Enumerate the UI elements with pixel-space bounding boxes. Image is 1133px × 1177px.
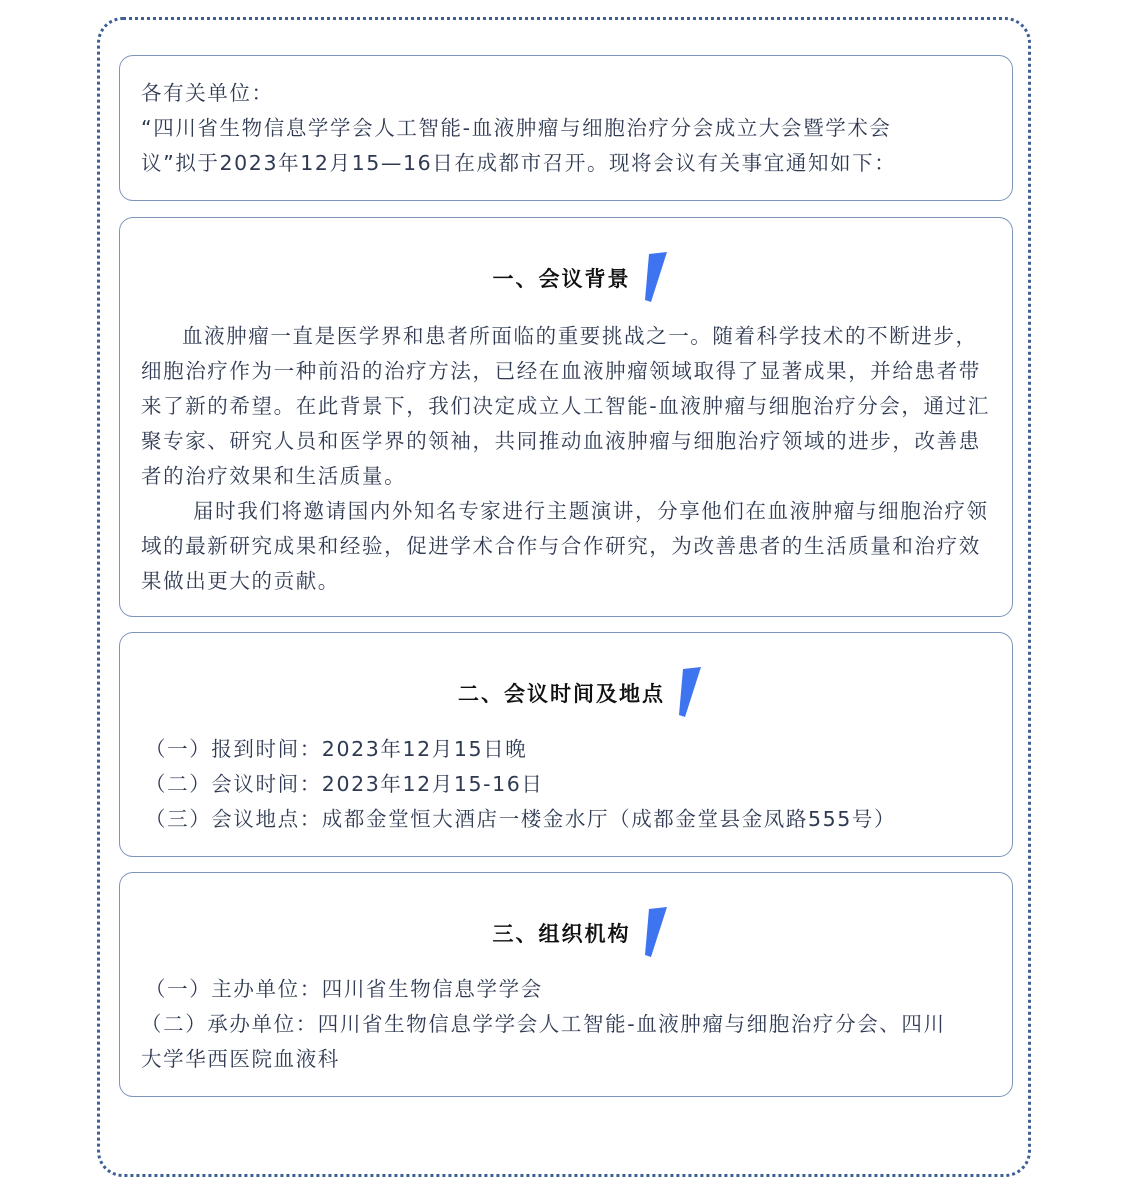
blue-flag-icon bbox=[645, 907, 669, 959]
organization-card bbox=[119, 872, 1013, 1097]
blue-flag-icon bbox=[679, 667, 703, 719]
section2-heading bbox=[120, 667, 1012, 727]
section2-list bbox=[145, 732, 1002, 837]
list-item-meeting-location: （三）会议地点：成都金堂恒大酒店一楼金水厅（成都金堂县金凤路555号） bbox=[145, 807, 897, 831]
intro-line-2: “四川省生物信息学学会人工智能-血液肿瘤与细胞治疗分会成立大会暨学术会 bbox=[141, 116, 892, 140]
section1-paragraph-2: 届时我们将邀请国内外知名专家进行主题演讲，分享他们在血液肿瘤与细胞治疗领域的最新研究成果和经验，促进学术合作与合作研究，为改善患者的生活质量和治疗效果做出更大的贡献。 bbox=[141, 499, 989, 593]
section3-list bbox=[141, 972, 962, 1077]
section1-paragraph-1: 血液肿瘤一直是医学界和患者所面临的重要挑战之一。随着科学技术的不断进步，细胞治疗作为一种前沿的治疗方法，已经在血液肿瘤领域取得了显著成果，并给患者带来了新的希望。在此背景下，我们决定成立人工智能-血液肿瘤与细胞治疗分会，通过汇聚专家、研究人员和医学界的领袖，共同推动血液肿瘤与细胞治疗领域的进步，改善患者的治疗效果和生活质量。 bbox=[141, 324, 990, 488]
list-item-host: （一）主办单位：四川省生物信息学学会 bbox=[145, 977, 543, 1001]
intro-card bbox=[119, 55, 1013, 201]
list-item-organizer: （二）承办单位：四川省生物信息学学会人工智能-血液肿瘤与细胞治疗分会、四川大学华西医院血液科 bbox=[141, 1012, 946, 1071]
blue-flag-icon bbox=[645, 252, 669, 304]
section3-heading bbox=[120, 907, 1012, 967]
section3-title: 三、组织机构 bbox=[492, 922, 631, 946]
list-item-meeting-time: （二）会议时间：2023年12月15-16日 bbox=[145, 772, 544, 796]
intro-line-3: 议”拟于2023年12月15—16日在成都市召开。现将会议有关事宜通知如下： bbox=[141, 151, 897, 175]
intro-line-salutation: 各有关单位： bbox=[141, 81, 274, 105]
section1-title: 一、会议背景 bbox=[492, 267, 631, 291]
list-item-checkin-time: （一）报到时间：2023年12月15日晚 bbox=[145, 737, 528, 761]
section1-heading bbox=[120, 252, 1012, 312]
background-card bbox=[119, 217, 1013, 617]
time-location-card bbox=[119, 632, 1013, 857]
intro-text bbox=[141, 76, 990, 181]
section2-title: 二、会议时间及地点 bbox=[458, 682, 665, 706]
